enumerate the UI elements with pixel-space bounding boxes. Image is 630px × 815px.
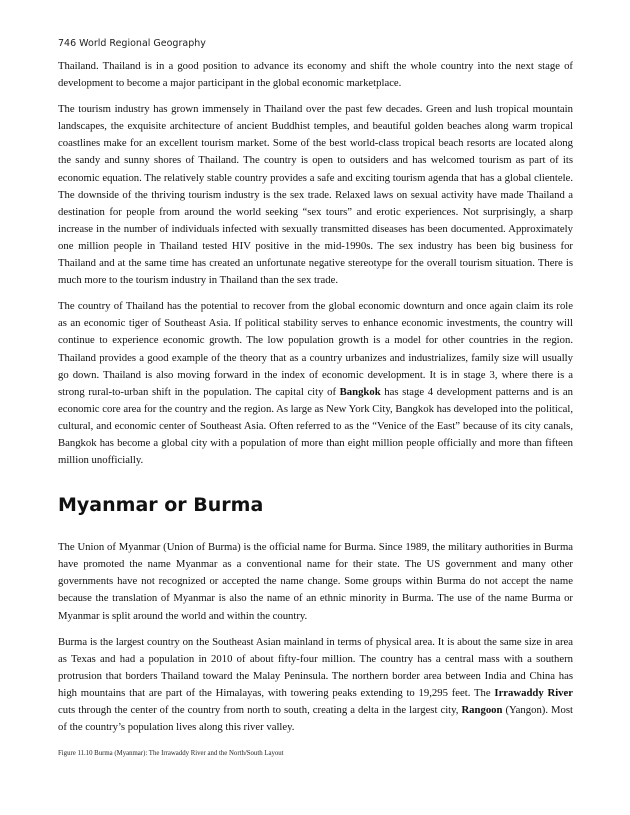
figure-caption: Figure 11.10 Burma (Myanmar): The Irrawaddy River and the North/South Layout (58, 750, 284, 758)
paragraph-thailand-economy: Thailand. Thailand is in a good position to advance its economy and shift the whole country into the next stage of development to become a major participant in the global economic marketplace. (58, 60, 573, 90)
paragraph-text: Burma is the largest country on the Southeast Asian mainland in terms of physical area. It is about the same size in area as Texas and had a population in 2010 of about fifty-four million. The country has a central mass with a southern protrusion that borders Thailand toward the Malay Peninsula. The northern border area between India and China has high mountains that are part of the Himalayas, with towering peaks extending to 19,295 feet. The (58, 635, 573, 699)
paragraph-text: cuts through the center of the country from north to south, creating a delta in the largest city, (58, 704, 462, 716)
paragraph-tourism: The tourism industry has grown immensely in Thailand over the past few decades. Green and lush tropical mountain landscapes, the exquisite architecture of ancient Buddhist temples, and beautiful golden beaches along warm tropical coastlines make for an excellent tourism market. Some of the best world-class tropical beach resorts are located along the sandy and sunny shores of Thailand. The country is open to outsiders and has welcomed tourism as part of its economic equation. The relatively stable country provides a safe and exciting tourism agenda that has a global clientele. The downside of the thriving tourism industry is the sex trade. Relaxed laws on sexual activity have made Thailand a destination for people from around the world seeking “sex tours” and erotic experiences. Not surprisingly, a sharp increase in the number of individuals infected with sexually transmitted diseases has been documented. Approximately one million people in Thailand tested HIV positive in the mid-1990s. The sex industry has been big business for Thailand and at the same time has created an unfortunate negative stereotype for the overall tourism situation. There is much more to the tourism industry in Thailand than the sex trade. (58, 103, 573, 287)
paragraph-burma-geography (58, 634, 573, 737)
term-rangoon: Rangoon (461, 704, 503, 716)
term-irrawaddy-river: Irrawaddy River (494, 686, 573, 699)
page-number: 746 (58, 38, 77, 49)
paragraph-economic-recovery (58, 298, 573, 469)
paragraph-name-myanmar: The Union of Myanmar (Union of Burma) is the official name for Burma. Since 1989, the military authorities in Burma have promoted the name Myanmar as a conventional name for their state. The US government and many other governments have not recognized or accepted the name change. Some groups within Burma do not accept the name because the translation of Myanmar is also the name of an ethnic minority in Burma. The use of the name Burma or Myanmar is split around the world and within the country. (58, 541, 573, 622)
section-heading: Myanmar or Burma (58, 494, 264, 517)
paragraph-text: has stage 4 development patterns and is an economic core area for the country and the region. As large as New York City, Bangkok has developed into the political, cultural, and economic center of Southeast Asia. Often referred to as the “Venice of the East” because of its city canals, Bangkok has become a global city with a population of more than eight million people officially and more than fifteen million unofficially. (58, 385, 574, 467)
paragraph-text: (Yangon). Most of the country’s population lives along this river valley. (58, 704, 574, 734)
paragraph-text: The country of Thailand has the potential to recover from the global economic downturn and once again claim its role as an economic tiger of Southeast Asia. If political stability serves to enhance economic investments, the country will continue to experience economic growth. The low population growth is a model for other countries in the region. Thailand provides a good example of the theory that as a country urbanizes and industrializes, family size will usually go down. Thailand is also moving forward in the index of economic development. It is in stage 3, where there is a strong rural-to-urban shift in the population. The capital city of (58, 300, 573, 398)
running-head (58, 38, 206, 49)
body-text (58, 58, 573, 762)
term-bangkok: Bangkok (339, 385, 381, 398)
book-title: World Regional Geography (79, 38, 206, 49)
